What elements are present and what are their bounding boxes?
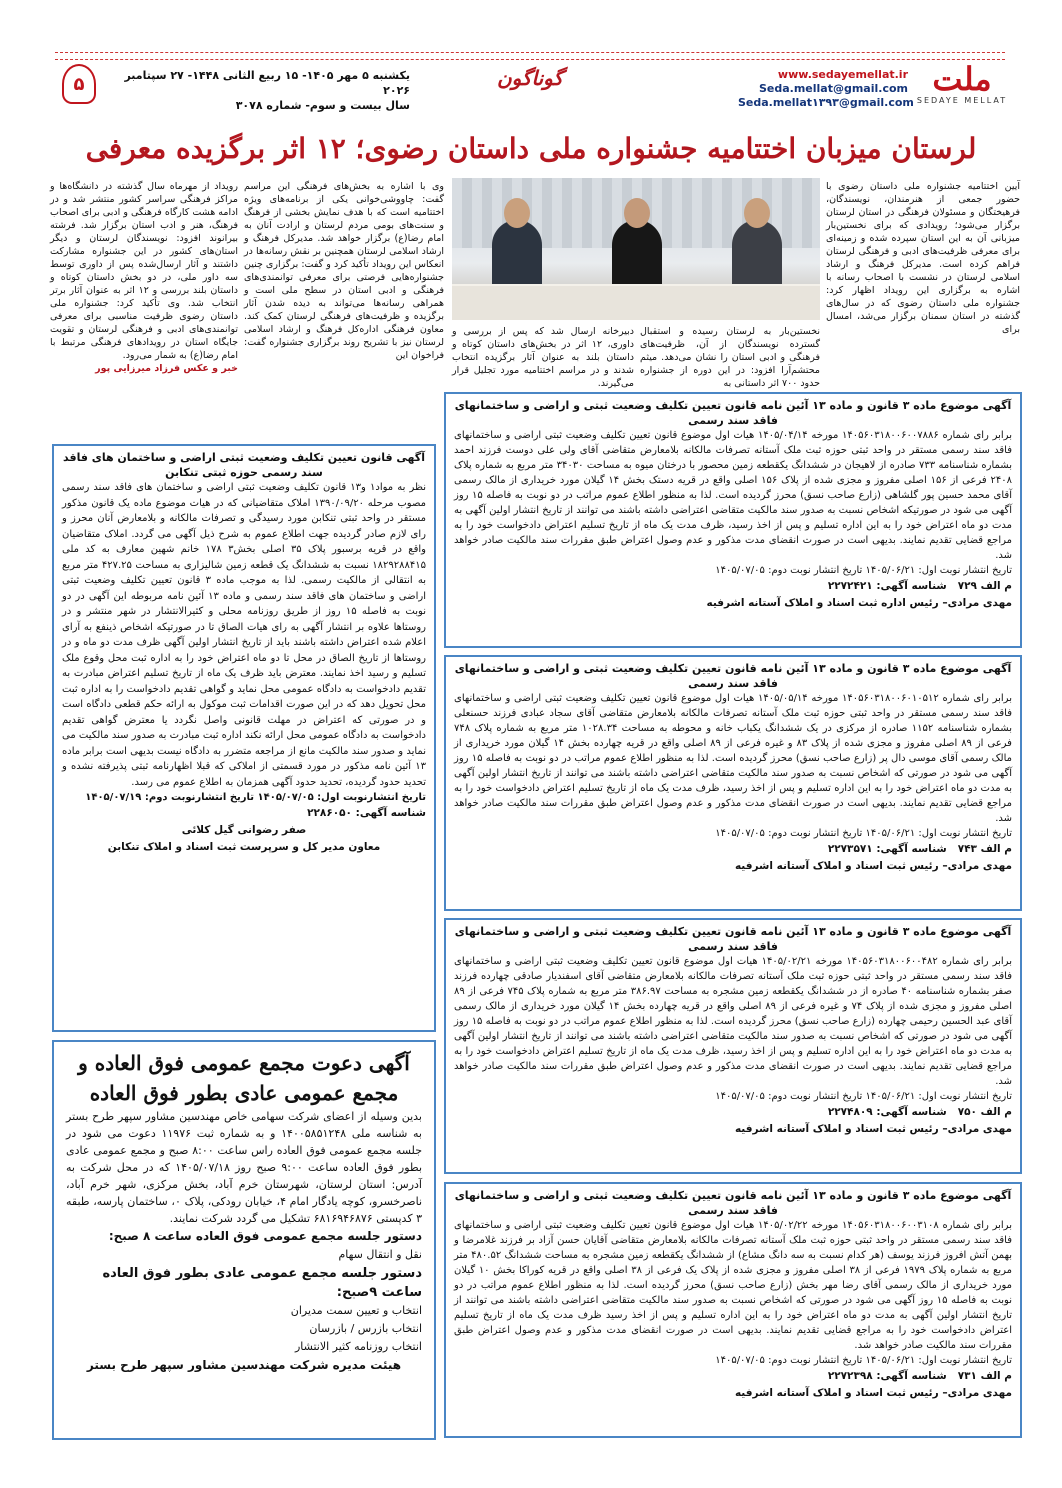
newspaper-logo: [912, 62, 1012, 114]
general-meeting-ad: [52, 1040, 436, 1440]
email-link-2[interactable]: Seda.mellat۱۳۹۳@gmail.com: [738, 96, 914, 109]
registry-notice-1: [444, 392, 1022, 648]
meeting-ad-title-1: آگهی دعوت مجمع عمومی فوق العاده و: [78, 1051, 410, 1075]
notice-dates: تاریخ انتشار نوبت اول: ۱۴۰۵/۰۶/۲۱ تاریخ انتشار نوبت دوم: ۱۴۰۵/۰۷/۰۵: [715, 1355, 1012, 1366]
photo-person-right: [732, 220, 782, 290]
notice-body: برابر رای شماره ۱۴۰۵۶۰۳۱۸۰۰۶۰۱۰۵۱۲ مورخه ۱۴۰۵/۰۵/۱۴ هیات اول موضوع قانون تعیین تکلیف وضعیت ثبتی اراضی و ساختمانهای فاقد سند رسمی مستقر در واحد ثبتی حوزه ثبت ملک آستانه تصرفات مالکانه بلامعارض متقاضی آقای سجاد عبادی فرزند حسنعلی بشماره شناسنامه ۱۱۵۲ صادره از مرکزی در یک ششدانگ یکباب خانه و محوطه به مساحت ۱۰۲۸.۳۴ متر مربع به شماره پلاک ۷۴۸ فرعی از ۸۹ اصلی مفروز و مجزی شده از پلاک ۸۳ و غیره فرعی از ۸۹ اصلی واقع در قریه چهارده بخش ۱۴ گیلان مورد خریداری از مالک رسمی آقای موسی دال پر (زارع صاحب نسق) محرز گردیده است. لذا به منظور اطلاع عموم مراتب در دو نوبت به فاصله ۱۵ روز آگهی می شود در صورتی که اشخاص نسبت به صدور سند مالکیت متقاضی اعتراضی داشته باشند می توانند از تاریخ انتشار اولین آگهی به مدت دو ماه اعتراض خود را به این اداره تسلیم و پس از اخذ رسید، ظرف مدت یک ماه از تاریخ تسلیم اعتراض دادخواست خود را به مراجع قضایی تقدیم نمایند. بدیهی است در صورت انقضای مدت مذکور و عدم وصول اعتراض طبق مقررات سند مالکیت صادر خواهد شد.: [454, 693, 1013, 824]
date-text: یکشنبه ۵ مهر ۱۴۰۵- ۱۵ ربیع الثانی ۱۴۴۸- ۲۷ سپتامبر ۲۰۲۶: [124, 69, 410, 97]
notice-codes: [454, 1104, 1012, 1121]
dateline: [110, 68, 410, 113]
article-column-1: آیین اختتامیه جشنواره ملی داستان رضوی با حضور جمعی از هنرمندان، نویسندگان، فرهیختگان و مسئولان فرهنگی در استان لرستان برگزار می‌شود؛ رویدادی که برای نخستین‌بار میزبانی آن به این استان سپرده شده و زمینه‌ای برای معرفی ظرفیت‌های ادبی و فرهنگی لرستان فراهم کرده است. مدیرکل فرهنگ و ارشاد اسلامی لرستان در نشست با اصحاب رسانه با اشاره به برگزاری این رویداد اظهار کرد: جشنواره ملی داستان رضوی که در سال‌های گذشته در استان سمنان برگزار می‌شد، امسال برای: [826, 181, 1020, 335]
article-column-4: [50, 180, 238, 420]
tonekabon-notice-title: آگهی قانون تعیین تکلیف وضعیت ثبتی اراضی و ساختمان های فاقد سند رسمی حوزه ثبتی تنکابن: [63, 451, 425, 479]
agenda-1-item: نقل و انتقال سهام: [338, 1248, 422, 1261]
main-headline: لرستان میزبان اختتامیه جشنواره ملی داستان رضوی؛ ۱۲ اثر برگزیده معرفی: [85, 132, 977, 165]
email-link-1[interactable]: Seda.mellat@gmail.com: [758, 82, 908, 95]
photo-person-center: [612, 220, 662, 290]
meeting-ad-signer: هیئت مدیره شرکت مهندسین مشاور سپهر طرح بستر: [86, 1358, 402, 1372]
registry-notice-2: [444, 655, 1022, 911]
notice-title: آگهی موضوع ماده ۳ قانون و ماده ۱۳ آئین نامه قانون تعیین تکلیف وضعیت ثبتی و اراضی و ساختمانهای فاقد سند رسمی: [454, 1189, 1012, 1217]
notice-id: شناسه آگهی: ۲۲۷۳۵۷۱: [827, 843, 947, 855]
notice-signer: مهدی مرادی– رئیس ثبت اسناد و املاک آستانه اشرفیه: [734, 860, 1012, 872]
article-column-4-text: رویداد از مهرماه سال گذشته در دانشگاه‌ها و مراکز فرهنگی سراسر کشور منتشر شد و در ادامه هشت کارگاه فرهنگی و ادبی برای اصحاب فرهنگ، هنر و ادب استان برگزار شد. فرشته بیرانوند افزود: نویسندگان لرستان و دیگر استان‌های کشور در این جشنواره مشارکت داشتند و آثار ارسال‌شده پس از داوری توسط سه داور ملی، در دو بخش داستان کوتاه و داستان بلند بررسی و ۱۲ اثر به عنوان آثار برتر انتخاب شد. وی تأکید کرد: جشنواره ملی داستان رضوی ظرفیت مناسبی برای معرفی توانمندی‌های ادبی و فرهنگی لرستان و تقویت جایگاه استان در رویدادهای فرهنگی مرتبط با امام رضا(ع) به شمار می‌رود.: [50, 181, 238, 361]
article-column-2b: دبیرخانه ارسال شد که پس از بررسی و داوری، ۱۲ اثر در بخش‌های داستان کوتاه و داستان بلند به عنوان آثار برگزیده انتخاب شدند و در مراسم اختتامیه مورد تجلیل قرار می‌گیرند.: [452, 326, 634, 389]
notice-code: م الف ۷۴۳: [957, 843, 1012, 855]
issue-text: سال بیست و سوم- شماره ۳۰۷۸: [235, 99, 410, 112]
tonekabon-notice-dates: تاریخ انتشارنوبت اول: ۱۴۰۵/۰۷/۰۵ تاریخ انتشارنوبت دوم: ۱۴۰۵/۰۷/۱۹: [85, 792, 426, 803]
photo-credit: خبر و عکس فرزاد میرزایی پور: [95, 363, 238, 374]
agenda-2-title: دستور جلسه مجمع عمومی عادی بطور فوق العاده ساعت ۹صبح:: [102, 1266, 422, 1300]
notice-codes: [454, 841, 1012, 858]
notice-signer: مهدی مرادی– رئیس ثبت اسناد و املاک آستانه اشرفیه: [734, 1123, 1012, 1135]
notice-code: م الف ۷۳۱: [957, 1370, 1012, 1382]
page-number: ۵: [62, 64, 96, 104]
notice-signer: مهدی مرادی– رئیس ثبت اسناد و املاک آستانه اشرفیه: [734, 1387, 1012, 1399]
notice-title: آگهی موضوع ماده ۳ قانون و ماده ۱۳ آئین نامه قانون تعیین تکلیف وضعیت ثبتی و اراضی و ساختمانهای فاقد سند رسمی: [454, 925, 1012, 953]
website-link[interactable]: www.sedayemellat.ir: [777, 68, 908, 81]
registry-notice-4: [444, 1182, 1022, 1438]
notice-dates: تاریخ انتشار نوبت اول: ۱۴۰۵/۰۶/۲۱ تاریخ انتشار نوبت دوم: ۱۴۰۵/۰۷/۰۵: [715, 828, 1012, 839]
agenda-2-item: انتخاب روزنامه کثیر الانتشار: [294, 1340, 422, 1353]
tonekabon-notice-id: شناسه آگهی: ۲۲۸۶۰۵۰: [307, 807, 426, 819]
tonekabon-notice-body: نظر به مواد۱ و۱۳ قانون تکلیف وضعیت ثبتی اراضی و ساختمان های فاقد سند رسمی مصوب مرحله ۱۳۹۰/۰۹/۲۰ املاک متقاضیانی که در هیات موضوع ماده یک قانون مذکور مستقر در واحد ثبتی تنکابن مورد رسیدگی و تصرفات مالکانه و بلامعارض آنان محرز و رای لازم صادر گردیده جهت اطلاع عموم به شرح ذیل آگهی می گردد. املاک متقاضیان واقع در قریه برسبور پلاک ۳۵ اصلی بخش۳ ۱۷۸ خانم شهین معارف به کد ملی ۱۸۲۹۲۸۸۴۱۵ نسبت به ششدانگ یک قطعه زمین شالیزاری به مساحت ۴۲۷.۲۵ متر مربع به انتقالی از مالکیت رسمی. لذا به موجب ماده ۳ قانون تعیین تکلیف وضعیت ثبتی اراضی و ساختمان های فاقد سند رسمی و ماده ۱۳ آئین نامه مربوطه این آگهی در دو نوبت به فاصله ۱۵ روز از طریق روزنامه محلی و کثیرالانتشار در شهر منتشر و در روستاها علاوه بر انتشار آگهی به رای هیات الصاق تا در صورتیکه اشخاص ذینفع به آرای اعلام شده اعتراض داشته باشند باید از تاریخ انتشار اولین آگهی ظرف مدت دو ماه و در روستاها از تاریخ الصاق در محل تا دو ماه اعتراض خود را به اداره ثبت محل وقوع ملک تسلیم و رسید اخذ نمایند. معترض باید ظرف یک ماه از تاریخ تسلیم اعتراض مبادرت به تقدیم دادخواست به دادگاه عمومی محل نماید و گواهی تقدیم دادخواست را به اداره ثبت محل تحویل دهد که در این صورت اقدامات ثبت موکول به ارائه حکم قطعی دادگاه است و در صورتی که اعتراض در مهلت قانونی واصل نگردد یا معترض گواهی تقدیم دادخواست به دادگاه عمومی محل ارائه نکند اداره ثبت مبادرت به صدور سند مالکیت می نماید و صدور سند مالکیت مانع از مراجعه متضرر به دادگاه نیست بدیهی است برابر ماده ۱۳ آئین نامه مذکور در مورد قسمتی از املاکی که قبلا اظهارنامه ثبتی پذیرفته نشده و تحدید حدود گردیده، تحدید حدود آگهی همزمان به اطلاع عموم می رسد.: [62, 482, 426, 788]
photo-table: [452, 284, 820, 320]
tonekabon-notice: [52, 444, 436, 1032]
article-column-3: وی با اشاره به بخش‌های فرهنگی این مراسم گفت: چاووشی‌خوانی یکی از برنامه‌های ویژه اختتامیه است که با هدف نمایش بخشی از فرهنگ و سنت‌های بومی مردم لرستان و ارادت آنان به امام رضا(ع) برگزار خواهد شد. مدیرکل فرهنگ و ارشاد اسلامی لرستان همچنین بر نقش رسانه‌ها در انعکاس این رویداد تأکید کرد و گفت: برگزاری چنین جشنواره‌هایی فرصتی برای معرفی توانمندی‌های فرهنگی و ادبی استان در سطح ملی است و همراهی رسانه‌ها می‌تواند به دیده شدن آثار برگزیده و ظرفیت‌های فرهنگی لرستان کمک کند. معاون فرهنگی اداره‌کل فرهنگ و ارشاد اسلامی لرستان نیز با تشریح روند برگزاری جشنواره گفت: فراخوان این: [244, 181, 444, 361]
agenda-1-title: دستور جلسه مجمع عمومی فوق العاده ساعت ۸ صبح:: [108, 1229, 422, 1243]
notice-body: برابر رای شماره ۱۴۰۵۶۰۳۱۸۰۰۶۰۰۴۸۲ مورخه ۱۴۰۵/۰۲/۲۱ هیات اول موضوع قانون تعیین تکلیف وضعیت ثبتی اراضی و ساختمانهای فاقد سند رسمی مستقر در واحد ثبتی حوزه ثبت ملک آستانه تصرفات مالکانه بلامعارض متقاضی آقای اسفندیار صادقی چهارده فرزند صفر بشماره شناسنامه ۴۰ صادره از در ششدانگ یکقطعه زمین مشجره به مساحت ۳۸۶.۹۷ متر مربع به شماره پلاک ۷۴۵ فرعی از ۸۹ اصلی مفروز و مجزی شده از پلاک ۷۴ و غیره فرعی از ۸۹ اصلی واقع در قریه چهارده بخش ۱۴ گیلان مورد خریداری از مالک رسمی آقای عبد الحسین رحیمی چهارده (زارع صاحب نسق) محرز گردیده است. لذا به منظور اطلاع عموم مراتب در دو نوبت به فاصله ۱۵ روز آگهی می شود در صورتی که اشخاص نسبت به صدور سند مالکیت متقاضی اعتراضی داشته باشند می توانند از تاریخ انتشار اولین آگهی به مدت دو ماه اعتراض خود را به این اداره تسلیم و پس از اخذ رسید، ظرف مدت یک ماه از تاریخ تسلیم اعتراض دادخواست خود را به مراجع قضایی تقدیم نمایند. بدیهی است در صورت انقضای مدت مذکور و عدم وصول اعتراض طبق مقررات سند مالکیت صادر خواهد شد.: [454, 956, 1013, 1087]
notice-code: م الف ۷۵۰: [957, 1106, 1012, 1118]
notice-id: شناسه آگهی: ۲۲۷۲۴۲۱: [827, 580, 947, 592]
meeting-ad-body: بدین وسیله از اعضای شرکت سهامی خاص مهندسین مشاور سپهر طرح بستر به شناسه ملی ۱۴۰۰۵۸۵۱۲۴۸ و به شماره ثبت ۱۱۹۷۶ دعوت می شود در جلسه مجمع عمومی فوق العاده راس ساعت ۸:۰۰ صبح و مجمع عمومی عادی بطور فوق العاده ساعت ۹:۰۰ صبح روز ۱۴۰۵/۰۷/۱۸ که در محل شرکت به آدرس: استان لرستان، شهرستان خرم آباد، بخش مرکزی، شهر خرم آباد، ناصرخسرو، کوچه یادگار امام ۴، خیابان رودکی، پلاک ۰، ساختمان پارسه، طبقه ۳ کدپستی ۶۸۱۶۹۴۶۸۷۶ تشکیل می گردد شرکت نمایند.: [66, 1110, 423, 1225]
registry-notice-3: [444, 918, 1022, 1174]
tonekabon-signer-title: معاون مدیر کل و سرپرست ثبت اسناد و املاک تنکابن: [107, 841, 381, 853]
logo-text: ملت: [932, 60, 992, 98]
notice-codes: [454, 1368, 1012, 1385]
notice-body: برابر رای شماره ۱۴۰۵۶۰۳۱۸۰۰۶۰۰۳۱۰۸ مورخه ۱۴۰۵/۰۲/۲۲ هیات اول موضوع قانون تعیین تکلیف وضعیت ثبتی اراضی و ساختمانهای فاقد سند رسمی مستقر در واحد ثبتی حوزه ثبت ملک آستانه تصرفات مالکانه بلامعارض متقاضی آقایان حسن آزاد بر فرزند غلامرضا و بهمن آتش افروز فرزند یوسف (هر کدام نسبت به سه دانگ مشاع) از ششدانگ یکقطعه زمین مشجره به مساحت ششدانگ ۴۸۰.۵۲ متر مربع به شماره پلاک ۱۹۷۹ فرعی از ۳۸ اصلی مفروز و مجزی شده از پلاک یک فرعی از ۳۸ اصلی واقع در قریه کوراکا بخش ۱۰ گیلان مورد خریداری از مالک رسمی آقای رضا مهر بخش (زارع صاحب نسق) محرز گردیده است. لذا به منظور اطلاع عموم مراتب در دو نوبت به فاصله ۱۵ روز آگهی می شود در صورتی که اشخاص نسبت به صدور سند مالکیت متقاضی اعتراضی داشته باشند می توانند از تاریخ انتشار اولین آگهی به مدت دو ماه اعتراض خود را به این اداره تسلیم و پس از اخذ رسید ظرف مدت یک ماه از تاریخ تسلیم اعتراض دادخواست خود را به مراجع قضایی تقدیم نمایند. بدیهی است در صورت انقضای مدت مذکور و عدم وصول اعتراض طبق مقررات سند مالکیت صادر خواهد شد.: [454, 1220, 1012, 1351]
article-photo: [452, 178, 820, 320]
photo-person-left: [492, 220, 542, 290]
article-column-2a: نخستین‌بار به لرستان رسیده و استقبال گسترده نویسندگان از آن، ظرفیت‌های فرهنگی و ادبی استان را نشان می‌دهد. میثم محتشم‌آرا افزود: در این دوره از جشنواره حدود ۷۰۰ اثر داستانی به: [640, 326, 820, 389]
tonekabon-signer-name: صفر رضوانی گیل کلائی: [181, 824, 307, 836]
top-rule: [55, 52, 1005, 60]
contact-block: [738, 68, 914, 110]
section-title: گوناگون: [496, 66, 564, 90]
notice-title: آگهی موضوع ماده ۳ قانون و ماده ۱۳ آئین نامه قانون تعیین تکلیف وضعیت ثبتی و اراضی و ساختمانهای فاقد سند رسمی: [454, 399, 1012, 427]
notice-body: برابر رای شماره ۱۴۰۵۶۰۳۱۸۰۰۶۰۰۷۸۸۶ مورخه ۱۴۰۵/۰۴/۱۴ هیات اول موضوع قانون تعیین تکلیف وضعیت ثبتی اراضی و ساختمانهای فاقد سند رسمی مستقر در واحد ثبتی حوزه ثبت ملک آستانه تصرفات مالکانه بلامعارض متقاضی آقای ولی علی دوست فرزند احمد بشماره شناسنامه ۷۳۳ صادره از لاهیجان در ششدانگ یکقطعه زمین محصور با درختان میوه به مساحت ۳۴۰۳۰ متر مربع به شماره پلاک ۲۴۰۸ فرعی از ۱۵۶ اصلی مفروز و مجزی شده از پلاک ۱۵۶ اصلی واقع در قریه دستک بخش ۱۴ گیلان مورد خریداری از مالک رسمی آقای محمد حسین پور گلشاهی (زارع صاحب نسق) محرز گردیده است. لذا به منظور اطلاع عموم مراتب در دو نوبت به فاصله ۱۵ روز آگهی می شود در صورتیکه اشخاص نسبت به صدور سند مالکیت متقاضی اعتراضی داشته باشند می توانند از تاریخ انتشار اولین آگهی به مدت دو ماه اعتراض خود را به این اداره تسلیم و پس از اخذ رسید، ظرف مدت یک ماه از تاریخ تسلیم اعتراض دادخواست خود را به مراجع قضایی تقدیم نمایند. بدیهی است در صورت انقضای مدت مذکور و عدم وصول اعتراض طبق مقررات سند مالکیت صادر خواهد شد.: [454, 430, 1013, 561]
notice-dates: تاریخ انتشار نوبت اول: ۱۴۰۵/۰۶/۲۱ تاریخ انتشار نوبت دوم: ۱۴۰۵/۰۷/۰۵: [715, 565, 1012, 576]
agenda-2-item: انتخاب و تعیین سمت مدیران: [290, 1304, 422, 1317]
notice-code: م الف ۷۲۹: [957, 580, 1012, 592]
notice-id: شناسه آگهی: ۲۲۷۴۸۰۹: [827, 1106, 947, 1118]
agenda-2-item: انتخاب بازرس / بازرسان: [309, 1322, 422, 1335]
notice-signer: مهدی مرادی– رئیس اداره ثبت اسناد و املاک آستانه اشرفیه: [706, 597, 1012, 609]
meeting-ad-title-2: مجمع عمومی عادی بطور فوق العاده: [89, 1081, 399, 1105]
logo-subtitle: SEDAYE MELLAT: [916, 96, 1008, 105]
notice-id: شناسه آگهی: ۲۲۷۲۳۹۸: [827, 1370, 947, 1382]
notice-dates: تاریخ انتشار نوبت اول: ۱۴۰۵/۰۶/۲۱ تاریخ انتشار نوبت دوم: ۱۴۰۵/۰۷/۰۵: [715, 1091, 1012, 1102]
notice-title: آگهی موضوع ماده ۳ قانون و ماده ۱۳ آئین نامه قانون تعیین تکلیف وضعیت ثبتی و اراضی و ساختمانهای فاقد سند رسمی: [454, 662, 1012, 690]
notice-codes: [454, 578, 1012, 595]
